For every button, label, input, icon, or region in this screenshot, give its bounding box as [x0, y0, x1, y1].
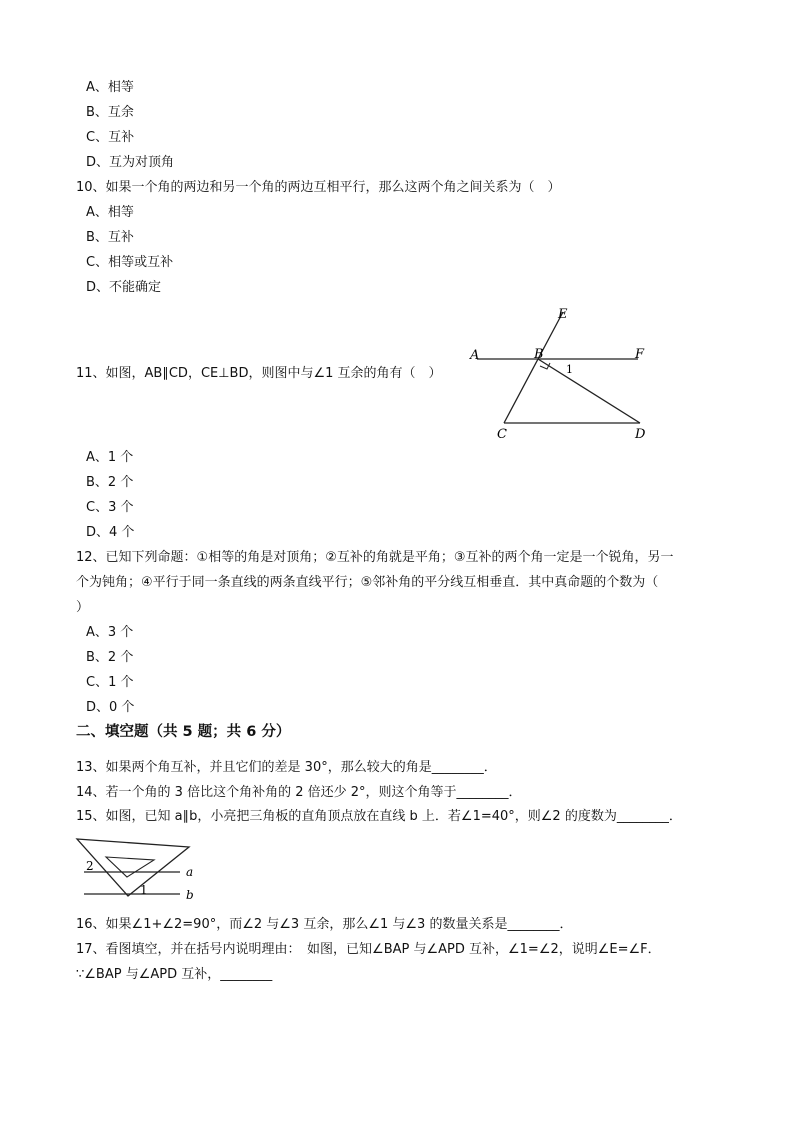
q11-line-ce: [504, 312, 563, 423]
q12-option-a: A、3 个: [86, 625, 134, 640]
q12-stem-line3: ）: [76, 600, 90, 615]
q12-stem-line1: 12、已知下列命题：①相等的角是对顶角；②互补的角就是平角；③互补的两个角一定是一个锐角，另一: [76, 550, 674, 565]
q15-label-a: a: [186, 865, 194, 879]
q11-option-a: A、1 个: [86, 450, 134, 465]
q10-option-b: B、互补: [86, 230, 134, 245]
q15-label-1: 1: [140, 883, 148, 897]
q11-label-1: 1: [566, 363, 573, 376]
q11-label-a: A: [470, 348, 480, 363]
q11-label-c: C: [497, 427, 507, 442]
q10-option-a: A、相等: [86, 205, 134, 220]
q11-label-b: B: [534, 347, 544, 362]
q13-stem: 13、如果两个角互补，并且它们的差是 30°，那么较大的角是________．: [76, 760, 497, 775]
q16-stem: 16、如果∠1+∠2=90°，而∠2 与∠3 互余，那么∠1 与∠3 的数量关系是________．: [76, 917, 573, 932]
q9-option-a: A、相等: [86, 80, 134, 95]
q15-triangle-inner: [106, 857, 154, 877]
q15-label-2: 2: [86, 859, 94, 873]
q12-option-b: B、2 个: [86, 650, 134, 665]
q11-line-bd: [538, 359, 640, 423]
q10-stem: 10、如果一个角的两边和另一个角的两边互相平行，那么这两个角之间关系为（ ）: [76, 180, 561, 195]
q9-option-b: B、互余: [86, 105, 134, 120]
q11-label-d: D: [635, 427, 646, 442]
q15-stem: 15、如图，已知 a∥b，小亮把三角板的直角顶点放在直线 b 上．若∠1=40°，则∠2 的度数为________．: [76, 809, 682, 824]
q10-option-d: D、不能确定: [86, 280, 162, 295]
q12-option-c: C、1 个: [86, 675, 134, 690]
section-heading: 二、填空题（共 5 题；共 6 分）: [76, 724, 291, 740]
q14-stem: 14、若一个角的 3 倍比这个角补角的 2 倍还少 2°，则这个角等于________．: [76, 785, 522, 800]
q11-label-f: F: [635, 347, 645, 362]
q10-option-c: C、相等或互补: [86, 255, 174, 270]
q11-figure: [460, 302, 660, 447]
q11-option-d: D、4 个: [86, 525, 135, 540]
q11-option-b: B、2 个: [86, 475, 134, 490]
q11-label-e: E: [558, 307, 568, 322]
q11-stem: 11、如图，AB∥CD，CE⊥BD，则图中与∠1 互余的角有（ ）: [76, 366, 442, 381]
q12-option-d: D、0 个: [86, 700, 135, 715]
q12-stem-line2: 个为钝角；④平行于同一条直线的两条直线平行；⑤邻补角的平分线互相垂直．其中真命题的个数为（: [76, 575, 659, 590]
q17-stem: 17、看图填空，并在括号内说明理由： 如图，已知∠BAP 与∠APD 互补，∠1=∠2，说明∠E=∠F．: [76, 942, 661, 957]
q15-figure: [72, 834, 212, 906]
q15-triangle-outer: [77, 839, 189, 896]
q15-label-b: b: [186, 888, 194, 902]
q9-option-c: C、互补: [86, 130, 135, 145]
q9-option-d: D、互为对顶角: [86, 155, 175, 170]
q17-line2: ∵∠BAP 与∠APD 互补，________: [76, 967, 273, 982]
q11-option-c: C、3 个: [86, 500, 134, 515]
